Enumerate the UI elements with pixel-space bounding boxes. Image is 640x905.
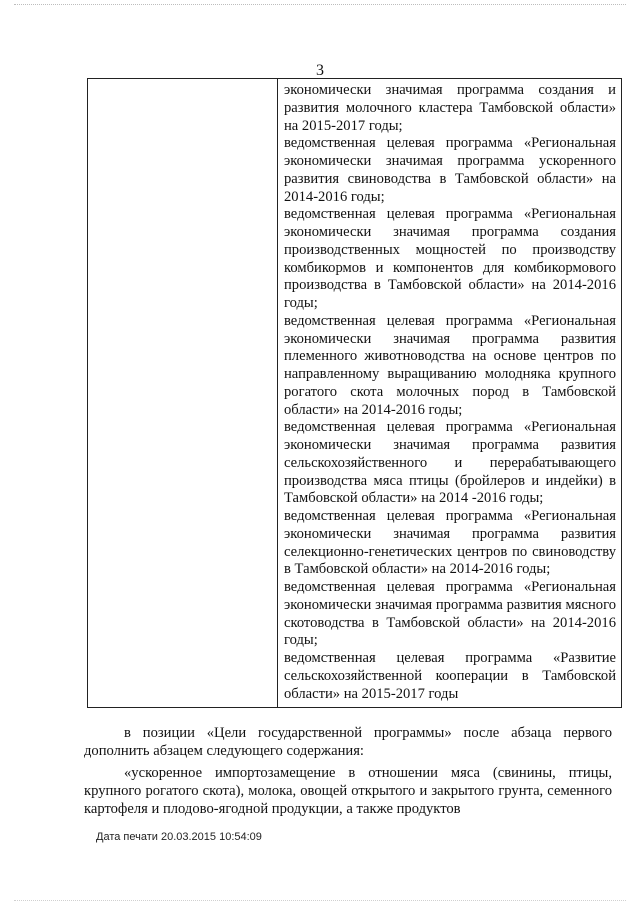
table-column-divider: [277, 79, 278, 707]
body-paragraph-amendment: в позиции «Цели государственной программы» после абзаца первого дополнить абзацем следующего содержания:: [84, 725, 612, 759]
table-right-cell: [284, 82, 616, 703]
table-paragraph: ведомственная целевая программа «Региональная экономически значимая программа развития селекционно-генетических центров по свиноводству в Тамбовской области» на 2014-2016 годы;: [284, 508, 616, 578]
scan-top-edge: [14, 4, 626, 5]
table-paragraph: экономически значимая программа создания и развития молочного кластера Тамбовской области» на 2015-2017 годы;: [284, 82, 616, 134]
body-text: [84, 724, 612, 818]
program-table: [87, 78, 622, 708]
page-number: 3: [316, 62, 324, 79]
body-paragraph-goals: «ускоренное импортозамещение в отношении мяса (свинины, птицы, крупного рогатого скота), молока, овощей открытого и закрытого грунта, семенного картофеля и плодово-ягодной продукции, а также продуктов: [84, 765, 612, 817]
table-paragraph: ведомственная целевая программа «Региональная экономически значимая программа ускоренного развития свиноводства в Тамбовской области» на 2014-2016 годы;: [284, 135, 616, 205]
table-paragraph: ведомственная целевая программа «Региональная экономически значимая программа развития мясного скотоводства в Тамбовской области» на 2014-2016 годы;: [284, 579, 616, 649]
table-paragraph: ведомственная целевая программа «Региональная экономически значимая программа развития племенного животноводства на основе центров по направленному выращиванию молодняка крупного рогатого скота молочных пород в Тамбовской области» на 2014-2016 годы;: [284, 312, 616, 418]
print-date-footer: Дата печати 20.03.2015 10:54:09: [96, 831, 262, 843]
scan-bottom-edge: [14, 900, 626, 901]
table-paragraph: ведомственная целевая программа «Региональная экономически значимая программа развития сельскохозяйственного и перерабатывающего производства мяса птицы (бройлеров и индейки) в Тамбовской области» на 2014 -2016 годы;: [284, 419, 616, 507]
table-paragraph: ведомственная целевая программа «Развитие сельскохозяйственной кооперации в Тамбовской области» на 2015-2017 годы: [284, 650, 616, 702]
table-paragraph: ведомственная целевая программа «Региональная экономически значимая программа создания производственных мощностей по производству комбикормов и компонентов для комбикормового производства в Тамбовской области» на 2014-2016 годы;: [284, 206, 616, 311]
